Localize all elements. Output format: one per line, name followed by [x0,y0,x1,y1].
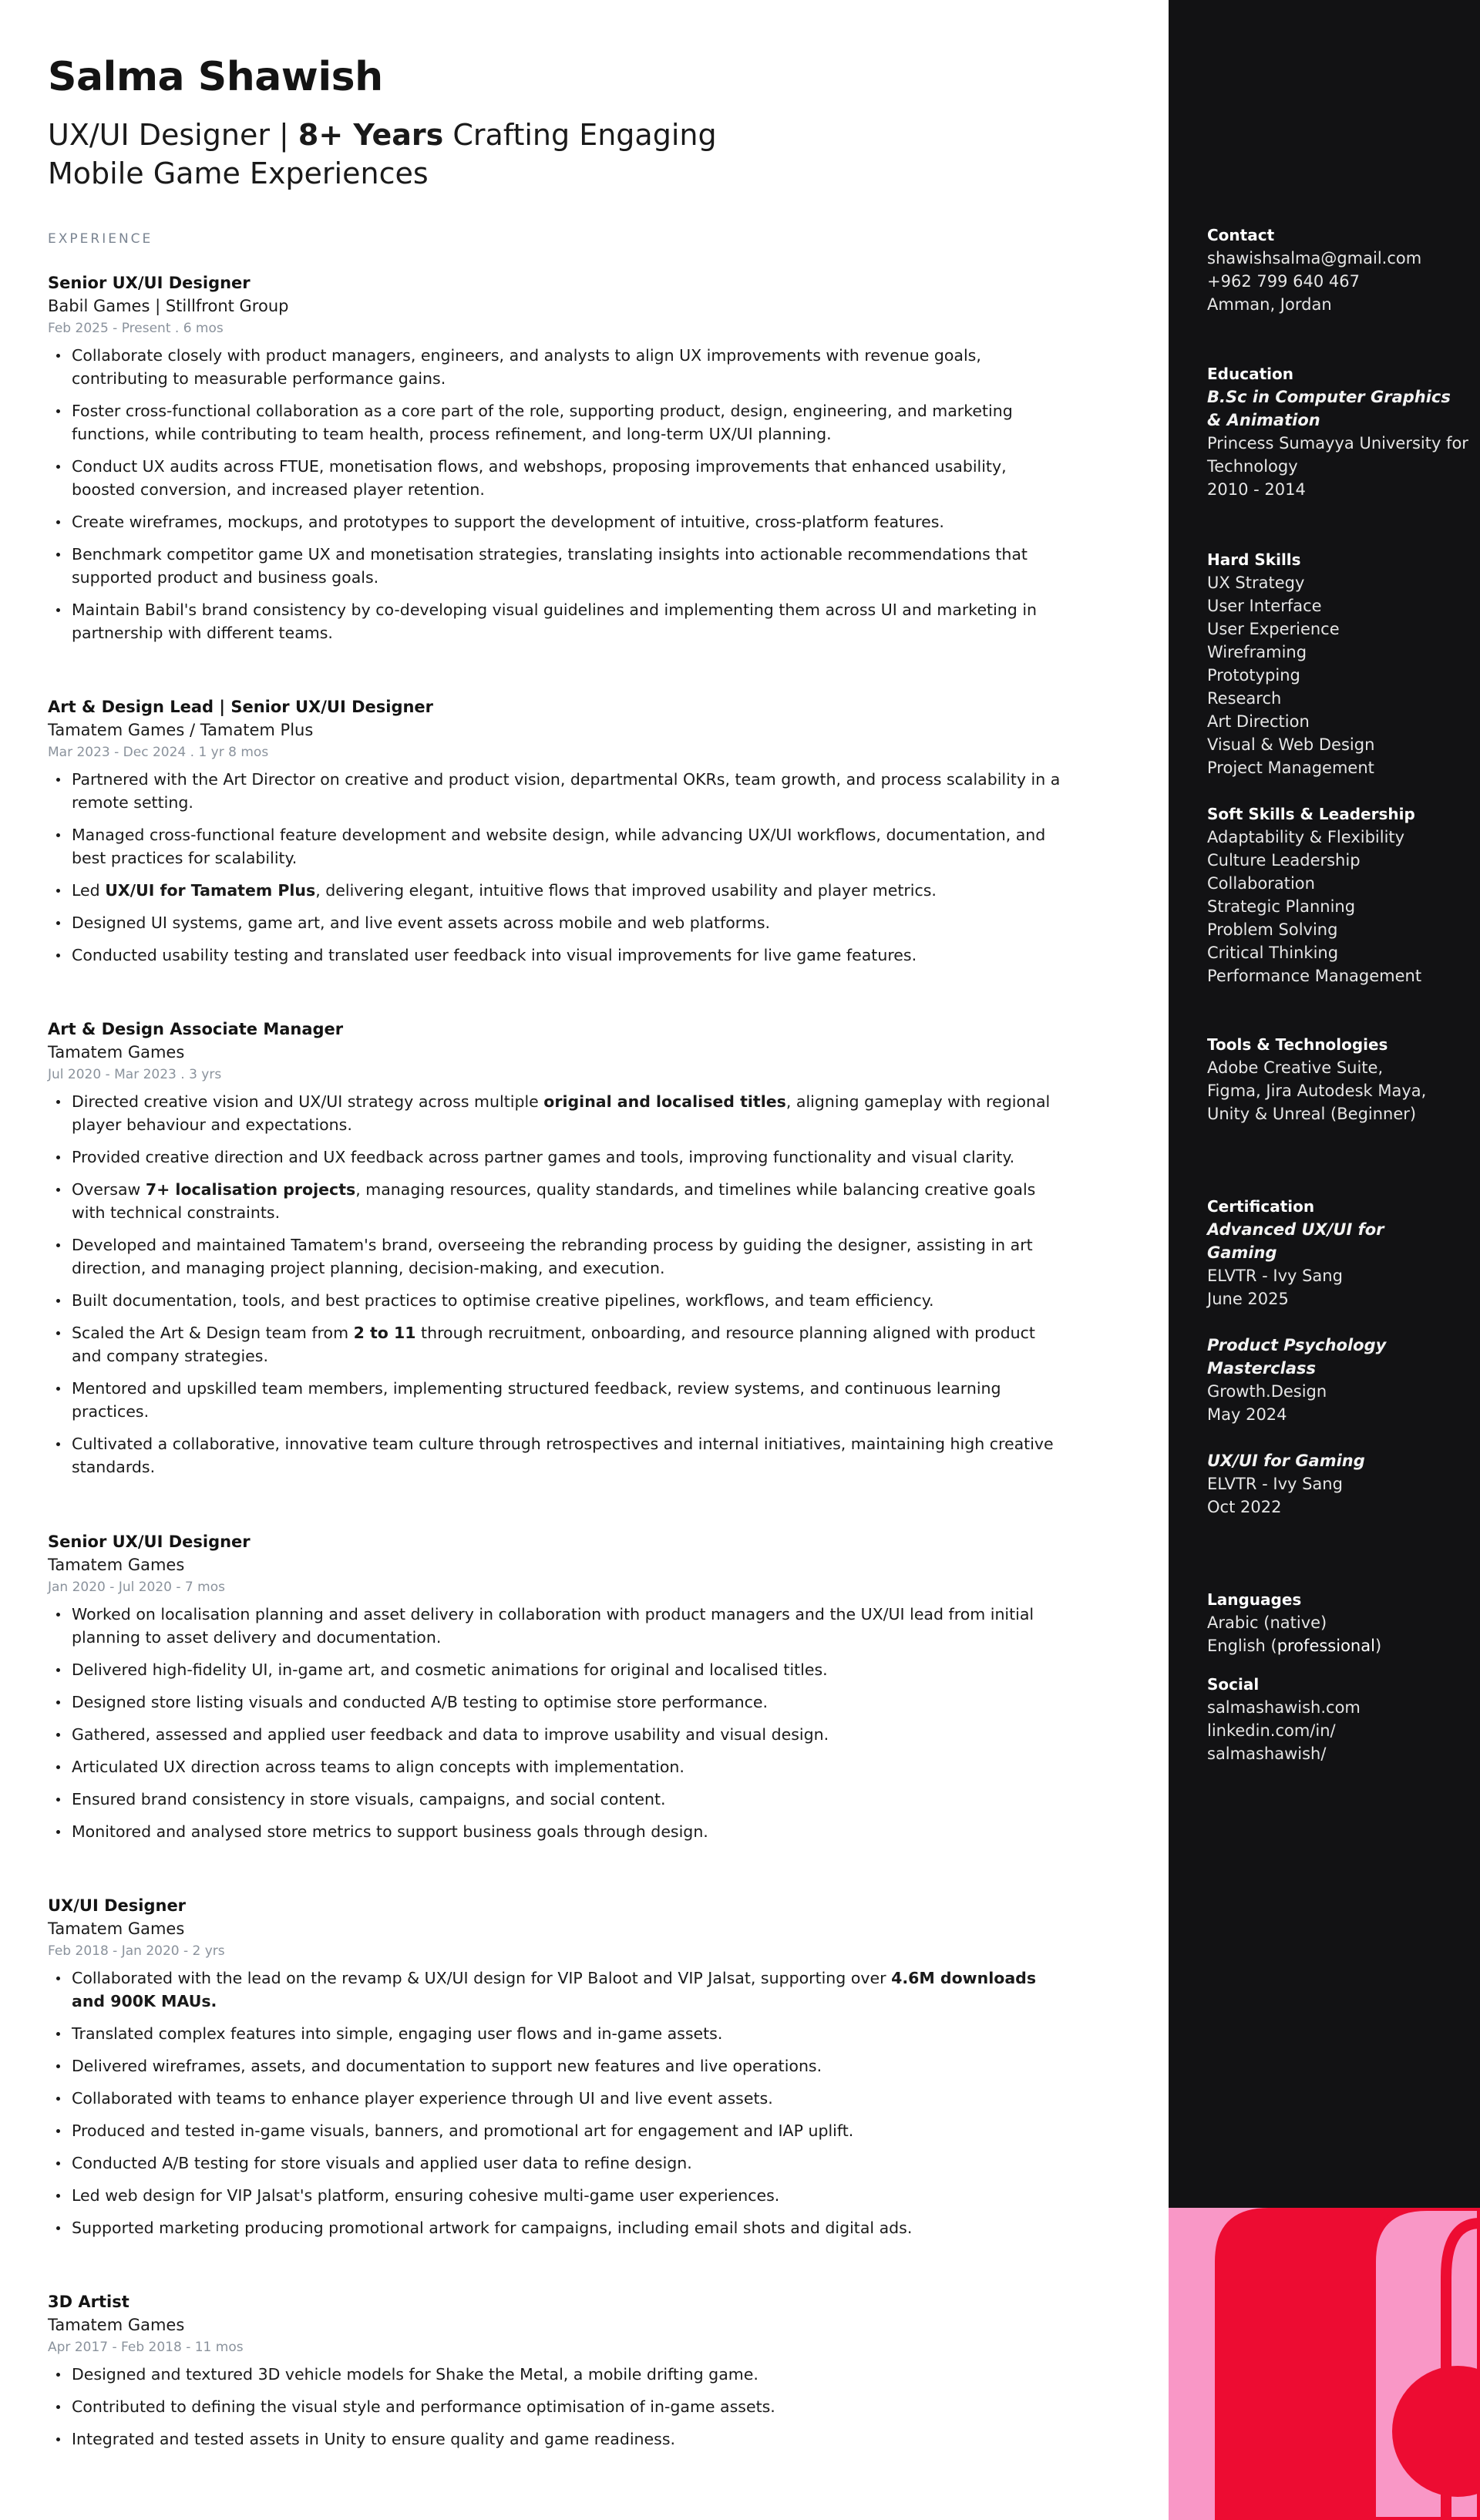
tools-section [1207,1033,1438,1125]
education-section [1207,362,1469,501]
job-entry [48,1018,1065,1488]
job-entry [48,1530,1065,1852]
education-heading: Education [1207,365,1293,383]
location: Amman, Jordan [1207,295,1332,314]
job-bullet: Managed cross-functional feature development and website design, while advancing UX/UI workflows, documentation, and best practices for scalability. [48,823,1065,870]
certification-section [1207,1195,1400,1519]
bullet-text: Oversaw [72,1180,146,1199]
soft-skills-heading: Soft Skills & Leadership [1207,805,1415,823]
website-link[interactable]: salmashawish.com [1207,1698,1361,1717]
job-company: Babil Games | Stillfront Group [48,297,289,315]
headline-years: 8+ Years [298,118,444,152]
job-bullet: Mentored and upskilled team members, implementing structured feedback, review systems, and continuous learning practices. [48,1377,1065,1423]
cert-issuer: Growth.Design [1207,1382,1327,1401]
phone-number: +962 799 640 467 [1207,272,1360,291]
job-company: Tamatem Games [48,1556,185,1574]
job-bullet: Developed and maintained Tamatem's brand, overseeing the rebranding process by guiding the designer, assisting in art direction, and managing project planning, decision-making, and execution. [48,1233,1065,1280]
cert-date: May 2024 [1207,1405,1287,1424]
skill-item: Performance Management [1207,967,1422,985]
job-bullet: Built documentation, tools, and best practices to optimise creative pipelines, workflows, and team efficiency. [48,1289,1065,1312]
hard-skills-heading: Hard Skills [1207,550,1301,569]
job-bullet: Conduct UX audits across FTUE, monetisation flows, and webshops, proposing improvements that enhanced usability, boosted conversion, and increased player retention. [48,455,1065,501]
language-item: Arabic (native) [1207,1613,1327,1632]
logo-shape-icon [1169,2208,1480,2520]
job-dates: Feb 2025 - Present . 6 mos [48,321,224,336]
job-bullet: Contributed to defining the visual style and performance optimisation of in-game assets. [48,2395,1065,2418]
job-entry [48,2290,1065,2460]
job-bullet: Integrated and tested assets in Unity to ensure quality and game readiness. [48,2427,1065,2451]
cert-date: Oct 2022 [1207,1498,1282,1516]
job-title: Art & Design Lead | Senior UX/UI Designer [48,698,434,716]
job-dates: Jan 2020 - Jul 2020 - 7 mos [48,1580,225,1595]
job-bullets [48,1090,1065,1479]
social-heading: Social [1207,1675,1260,1694]
cert-name: UX/UI for Gaming [1207,1452,1365,1470]
job-bullet: Gathered, assessed and applied user feedback and data to improve usability and visual design. [48,1723,1065,1746]
job-bullet: Delivered wireframes, assets, and documentation to support new features and live operations. [48,2054,1065,2078]
headline [48,116,742,193]
contact-heading: Contact [1207,226,1275,244]
tools-heading: Tools & Technologies [1207,1035,1388,1054]
bullet-text: , delivering elegant, intuitive flows that improved usability and player metrics. [315,881,937,900]
job-bullet: Designed and textured 3D vehicle models for Shake the Metal, a mobile drifting game. [48,2363,1065,2386]
cert-date: June 2025 [1207,1290,1289,1308]
language-text: ) [1374,1637,1382,1655]
skill-item: Collaboration [1207,874,1315,893]
job-dates: Jul 2020 - Mar 2023 . 3 yrs [48,1067,222,1082]
job-bullets [48,344,1065,644]
skill-item: Culture Leadership [1207,851,1361,870]
job-bullet: Conducted usability testing and translated user feedback into visual improvements for live game features. [48,944,1065,967]
bullet-text: Directed creative vision and UX/UI strategy across multiple [72,1092,544,1111]
skill-item: Strategic Planning [1207,897,1356,916]
decorative-logo-graphic [1169,2208,1480,2520]
job-dates: Feb 2018 - Jan 2020 - 2 yrs [48,1943,225,1959]
job-bullet: Benchmark competitor game UX and monetisation strategies, translating insights into actionable recommendations that supported product and business goals. [48,543,1065,589]
job-bullet: Create wireframes, mockups, and prototypes to support the development of intuitive, cross-platform features. [48,510,1065,533]
bullet-text: , aligning gameplay with regional player behaviour and expectations. [72,1092,1051,1134]
skill-item: Visual & Web Design [1207,735,1375,754]
skill-item: UX Strategy [1207,574,1305,592]
linkedin-link[interactable]: linkedin.com/in/ salmashawish/ [1207,1721,1336,1763]
job-bullet [48,1967,1065,2013]
languages-section [1207,1588,1384,1765]
job-dates: Mar 2023 - Dec 2024 . 1 yr 8 mos [48,745,269,760]
job-bullet: Foster cross-functional collaboration as a core part of the role, supporting product, design, engineering, and marketing functions, while contributing to team health, process refinement, and long-term UX/UI planning. [48,399,1065,446]
bullet-highlight: UX/UI for Tamatem Plus [105,881,316,900]
job-bullet: Maintain Babil's brand consistency by co-developing visual guidelines and implementing them across UI and marketing in partnership with different teams. [48,598,1065,644]
skill-item: Adaptability & Flexibility [1207,828,1405,846]
job-entry [48,1894,1065,2249]
job-bullet: Cultivated a collaborative, innovative team culture through retrospectives and internal initiatives, maintaining high creative standards. [48,1432,1065,1479]
bullet-highlight: original and localised titles [543,1092,786,1111]
bullet-text: Scaled the Art & Design team from [72,1324,354,1342]
language-item [1207,1634,1384,1657]
job-bullet: Articulated UX direction across teams to align concepts with implementation. [48,1755,1065,1778]
job-bullets [48,768,1065,967]
bullet-text: Collaborated with the lead on the revamp & UX/UI design for VIP Baloot and VIP Jalsat, supporting over [72,1969,892,1987]
experience-section-label: EXPERIENCE [48,231,153,247]
job-bullets [48,1967,1065,2239]
school: Princess Sumayya University for Technology [1207,434,1468,476]
job-bullet: Supported marketing producing promotional artwork for campaigns, including email shots and digital ads. [48,2216,1065,2239]
skill-item: User Experience [1207,620,1340,638]
job-bullet: Collaborate closely with product managers, engineers, and analysts to align UX improvements with revenue goals, contributing to measurable performance gains. [48,344,1065,390]
job-title: Senior UX/UI Designer [48,274,251,292]
skills-section [1207,548,1469,987]
bullet-text: through recruitment, onboarding, and resource planning aligned with product and company strategies. [72,1324,1035,1365]
contact-section [1207,224,1469,316]
cert-issuer: ELVTR - Ivy Sang [1207,1267,1343,1285]
bullet-text: , managing resources, quality standards, and timelines while balancing creative goals with technical constraints. [72,1180,1036,1222]
language-text: English ( [1207,1637,1277,1655]
skill-item: Research [1207,689,1282,708]
certification-heading: Certification [1207,1197,1315,1216]
skill-item: Prototyping [1207,666,1300,685]
job-bullet [48,1321,1065,1368]
headline-part-2: Crafting Engaging Mobile Game Experiences [48,118,717,190]
bullet-highlight: 7+ localisation projects [145,1180,356,1199]
job-title: Art & Design Associate Manager [48,1020,344,1038]
headline-part-1: UX/UI Designer | [48,118,298,152]
job-bullet: Collaborated with teams to enhance player experience through UI and live event assets. [48,2087,1065,2110]
job-bullet [48,879,1065,902]
job-entry [48,695,1065,976]
job-bullet: Translated complex features into simple, engaging user flows and in-game assets. [48,2022,1065,2045]
job-company: Tamatem Games [48,1043,185,1061]
degree: B.Sc in Computer Graphics & Animation [1207,388,1451,429]
job-company: Tamatem Games / Tamatem Plus [48,721,314,739]
bullet-highlight: 4.6M downloads and 900K MAUs. [72,1969,1037,2010]
job-bullet: Led web design for VIP Jalsat's platform, ensuring cohesive multi-game user experiences. [48,2184,1065,2207]
candidate-name: Salma Shawish [48,54,383,100]
job-bullet: Partnered with the Art Director on creative and product vision, departmental OKRs, team growth, and process scalability in a remote setting. [48,768,1065,814]
job-bullet: Worked on localisation planning and asset delivery in collaboration with product managers and the UX/UI lead from initial planning to asset delivery and documentation. [48,1603,1065,1649]
job-bullets [48,2363,1065,2451]
job-bullet: Designed UI systems, game art, and live event assets across mobile and web platforms. [48,911,1065,934]
job-bullet: Conducted A/B testing for store visuals and applied user data to refine design. [48,2152,1065,2175]
cert-name: Product Psychology Masterclass [1207,1336,1387,1378]
tools-list: Adobe Creative Suite, Figma, Jira Autodesk Maya, Unity & Unreal (Beginner) [1207,1058,1427,1123]
skill-item: Wireframing [1207,643,1307,661]
skill-item: User Interface [1207,597,1322,615]
job-bullet: Designed store listing visuals and conducted A/B testing to optimise store performance. [48,1691,1065,1714]
job-dates: Apr 2017 - Feb 2018 - 11 mos [48,2340,244,2355]
skill-item: Project Management [1207,759,1374,777]
skill-item: Critical Thinking [1207,944,1339,962]
job-title: UX/UI Designer [48,1896,187,1915]
job-bullet: Provided creative direction and UX feedback across partner games and tools, improving functionality and visual clarity. [48,1146,1065,1169]
language-level: professional [1276,1637,1375,1655]
skill-item: Problem Solving [1207,920,1338,939]
email-link[interactable]: shawishsalma@gmail.com [1207,249,1422,267]
job-bullet: Monitored and analysed store metrics to support business goals through design. [48,1820,1065,1843]
languages-heading: Languages [1207,1590,1302,1609]
job-entry [48,271,1065,654]
job-bullet: Produced and tested in-game visuals, banners, and promotional art for engagement and IAP uplift. [48,2119,1065,2142]
job-company: Tamatem Games [48,2316,185,2334]
skill-item: Art Direction [1207,712,1310,731]
job-bullet [48,1178,1065,1224]
job-bullets [48,1603,1065,1843]
bullet-text: Led [72,881,106,900]
job-company: Tamatem Games [48,1919,185,1938]
cert-name: Advanced UX/UI for Gaming [1207,1220,1384,1262]
cert-issuer: ELVTR - Ivy Sang [1207,1475,1343,1493]
education-years: 2010 - 2014 [1207,480,1306,499]
job-title: 3D Artist [48,2293,130,2311]
job-bullet: Delivered high-fidelity UI, in-game art, and cosmetic animations for original and localised titles. [48,1658,1065,1681]
job-title: Senior UX/UI Designer [48,1533,251,1551]
job-bullet: Ensured brand consistency in store visuals, campaigns, and social content. [48,1788,1065,1811]
job-bullet [48,1090,1065,1136]
bullet-highlight: 2 to 11 [353,1324,416,1342]
